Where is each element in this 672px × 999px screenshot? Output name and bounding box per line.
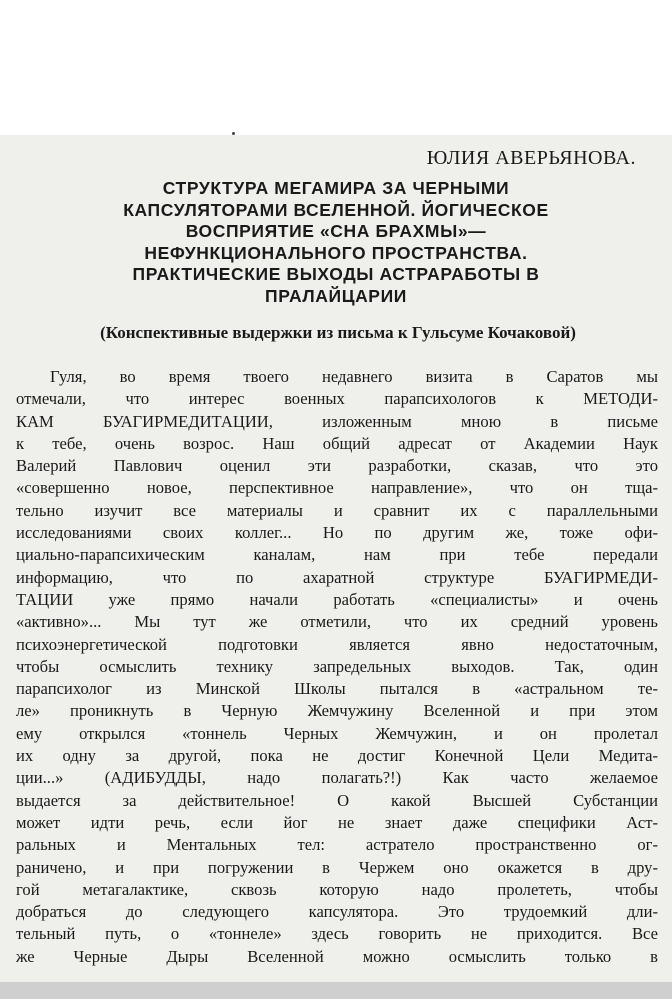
title-line: СТРУКТУРА МЕГАМИРА ЗА ЧЕРНЫМИ <box>162 178 510 198</box>
title-line: НЕФУНКЦИОНАЛЬНОГО ПРОСТРАНСТВА. <box>144 242 528 263</box>
title-line: ПРАЛАЙЦАРИИ <box>265 285 407 306</box>
body-line: может идти речь, если йог не знает даже специфики Аст- <box>16 812 658 832</box>
body-line: психоэнергетической подготовки является явно недостаточным, <box>16 634 658 654</box>
body-line: парапсихолог из Минской Школы пытался в «астральном те- <box>16 679 658 699</box>
body-line: чтобы осмыслить технику запредельных выходов. Так, один <box>16 656 658 676</box>
body-line: же Черные Дыры Вселенной можно осмыслить только в <box>16 946 658 966</box>
author-name: ЮЛИЯ АВЕРЬЯНОВА. <box>426 147 636 169</box>
body-line: ТАЦИИ уже прямо начали работать «специалисты» и очень <box>16 589 658 609</box>
body-line: раничено, и при погружении в Чержем оно окажется в дру- <box>16 857 658 877</box>
body-line: исследованиями своих коллег... Но по другим же, тоже офи- <box>16 523 658 543</box>
body-line: ему открылся «тоннель Черных Жемчужин, и он пролетал <box>16 723 658 743</box>
article-subtitle: (Конспективные выдержки из письма к Гульсуме Кочаковой) <box>100 323 576 342</box>
scan-speck <box>232 132 235 135</box>
body-line: гой метагалактике, сквозь которую надо пролететь, чтобы <box>16 879 658 899</box>
title-line: ПРАКТИЧЕСКИЕ ВЫХОДЫ АСТРАРАБОТЫ В <box>132 264 540 284</box>
body-line: отмечали, что интерес военных парапсихологов к МЕТОДИ- <box>16 389 658 409</box>
body-line: КАМ БУАГИРМЕДИТАЦИИ, изложенным мною в письме <box>16 411 658 431</box>
body-line: их одну за другой, пока не достиг Конечной Цели Медита- <box>16 746 658 766</box>
body-line: ральных и Ментальных тел: астратело пространственно ог- <box>16 835 658 855</box>
body-line: Валерий Павлович оценил эти разработки, сказав, что это <box>16 456 658 476</box>
body-paragraph <box>16 366 658 968</box>
body-line: ции...» (АДИБУДДЫ, надо полагать?!) Как часто желаемое <box>16 768 658 788</box>
body-line: тельно изучит все материалы и сравнит их с параллельными <box>16 500 658 520</box>
body-line: циально-парапсихическим каналам, нам при тебе передали <box>16 545 658 565</box>
body-line: ле» проникнуть в Черную Жемчужину Вселенной и при этом <box>16 701 658 721</box>
body-line: добраться до следующего капсулятора. Это трудоемкий дли- <box>16 902 658 922</box>
body-line: к тебе, очень возрос. Наш общий адресат от Академии Наук <box>16 433 658 453</box>
body-line: «совершенно новое, перспективное направление», что он тща- <box>16 478 658 498</box>
body-line: «активно»... Мы тут же отметили, что их средний уровень <box>16 612 658 632</box>
title-line: КАПСУЛЯТОРАМИ ВСЕЛЕННОЙ. ЙОГИЧЕСКОЕ <box>123 199 549 220</box>
article-title <box>30 178 642 307</box>
body-line: выдается за действительное! О какой Высшей Субстанции <box>16 790 658 810</box>
scan-bottom-margin <box>0 982 672 999</box>
body-line: тельный путь, о «тоннеле» здесь говорить не приходится. Все <box>16 924 658 944</box>
title-line: ВОСПРИЯТИЕ «СНА БРАХМЫ»— <box>185 221 487 241</box>
body-line: Гуля, во время твоего недавнего визита в Саратов мы <box>50 367 658 386</box>
body-line: информацию, что по ахаратной структуре БУАГИРМЕДИ- <box>16 567 658 587</box>
